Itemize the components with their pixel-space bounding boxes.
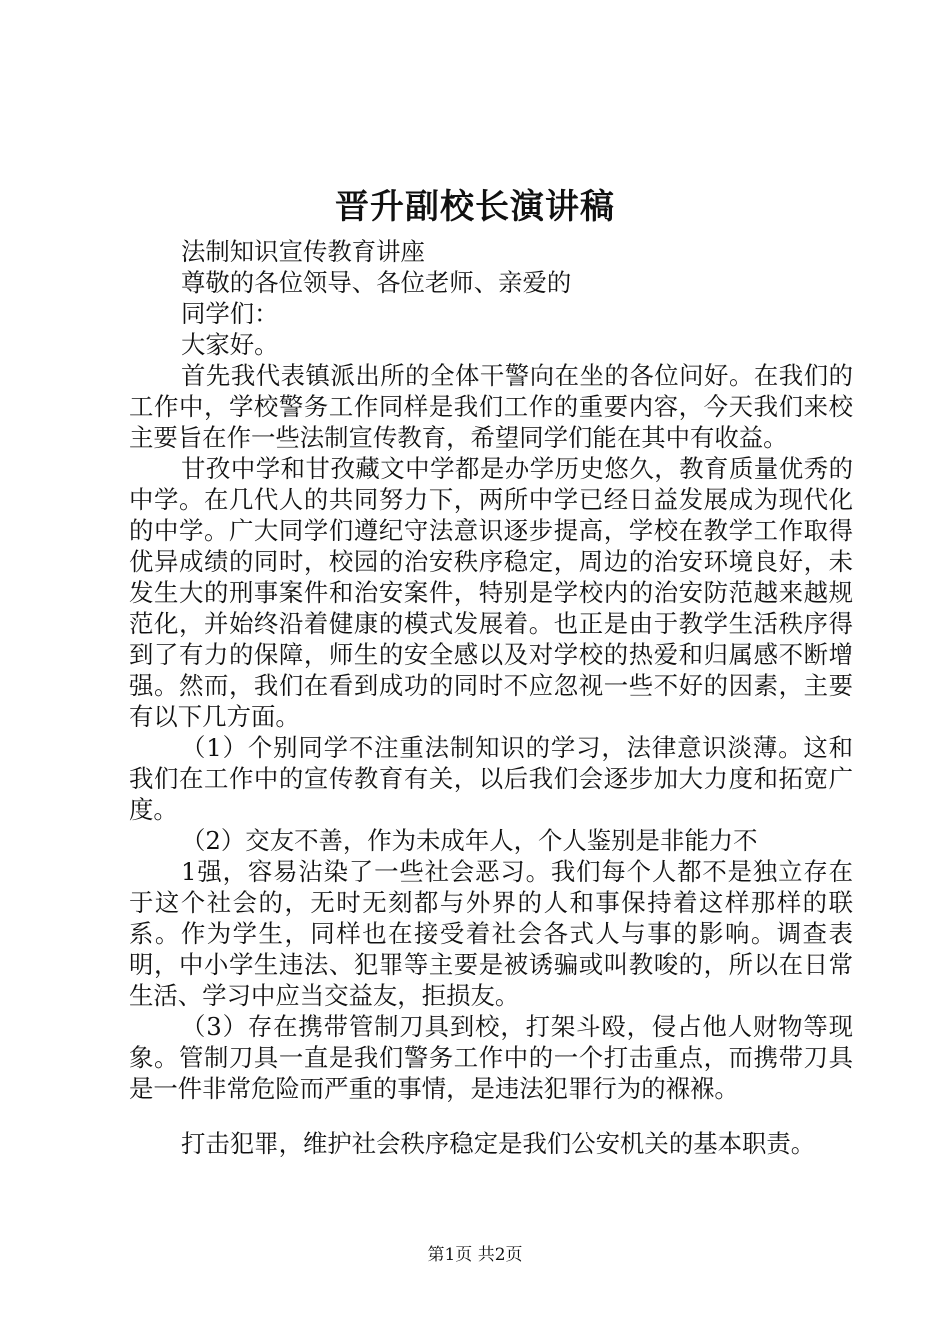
document-title: 晋升副校长演讲稿 <box>335 187 615 227</box>
paragraph-point-2-cont: 1强，容易沾染了一些社会恶习。我们每个人都不是独立存在于这个社会的，无时无刻都与外界的人和事保持着这样那样的联系。作为学生，同样也在接受着社会各式人与事的影响。调查表明，中小学生违法、犯罪等主要是被诱骗或叫教唆的，所以在日常生活、学习中应当交益友，拒损友。 <box>129 857 853 1010</box>
paragraph-salutation-cont: 同学们： <box>181 299 279 328</box>
paragraph-intro: 首先我代表镇派出所的全体干警向在坐的各位问好。在我们的工作中，学校警务工作同样是我们工作的重要内容，今天我们来校主要旨在作一些法制宣传教育，希望同学们能在其中有收益。 <box>129 361 853 452</box>
paragraph-point-1: （1）个别同学不注重法制知识的学习，法律意识淡薄。这和我们在工作中的宣传教育有关，以后我们会逐步加大力度和拓宽广度。 <box>129 733 853 824</box>
paragraph-point-2: （2）交友不善，作为未成年人，个人鉴别是非能力不 <box>181 826 758 855</box>
paragraph-greeting: 大家好。 <box>181 330 279 359</box>
paragraph-point-3: （3）存在携带管制刀具到校，打架斗殴，侵占他人财物等现象。管制刀具一直是我们警务工作中的一个打击重点，而携带刀具是一件非常危险而严重的事情，是违法犯罪行为的褓褓。 <box>129 1012 853 1103</box>
paragraph-salutation: 尊敬的各位领导、各位老师、亲爱的 <box>181 268 572 297</box>
paragraph-schools: 甘孜中学和甘孜藏文中学都是办学历史悠久，教育质量优秀的中学。在几代人的共同努力下，两所中学已经日益发展成为现代化的中学。广大同学们遵纪守法意识逐步提高，学校在教学工作取得优异成绩的同时，校园的治安秩序稳定，周边的治安环境良好，未发生大的刑事案件和治安案件，特别是学校内的治安防范越来越规范化，并始终沿着健康的模式发展着。也正是由于教学生活秩序得到了有力的保障，师生的安全感以及对学校的热爱和归属感不断增强。然而，我们在看到成功的同时不应忽视一些不好的因素，主要有以下几方面。 <box>129 454 853 731</box>
paragraph-duty: 打击犯罪，维护社会秩序稳定是我们公安机关的基本职责。 <box>181 1129 816 1158</box>
document-body <box>129 236 853 1159</box>
paragraph-lecture-title: 法制知识宣传教育讲座 <box>181 237 425 266</box>
page-footer: 第1页 共2页 <box>427 1245 523 1265</box>
